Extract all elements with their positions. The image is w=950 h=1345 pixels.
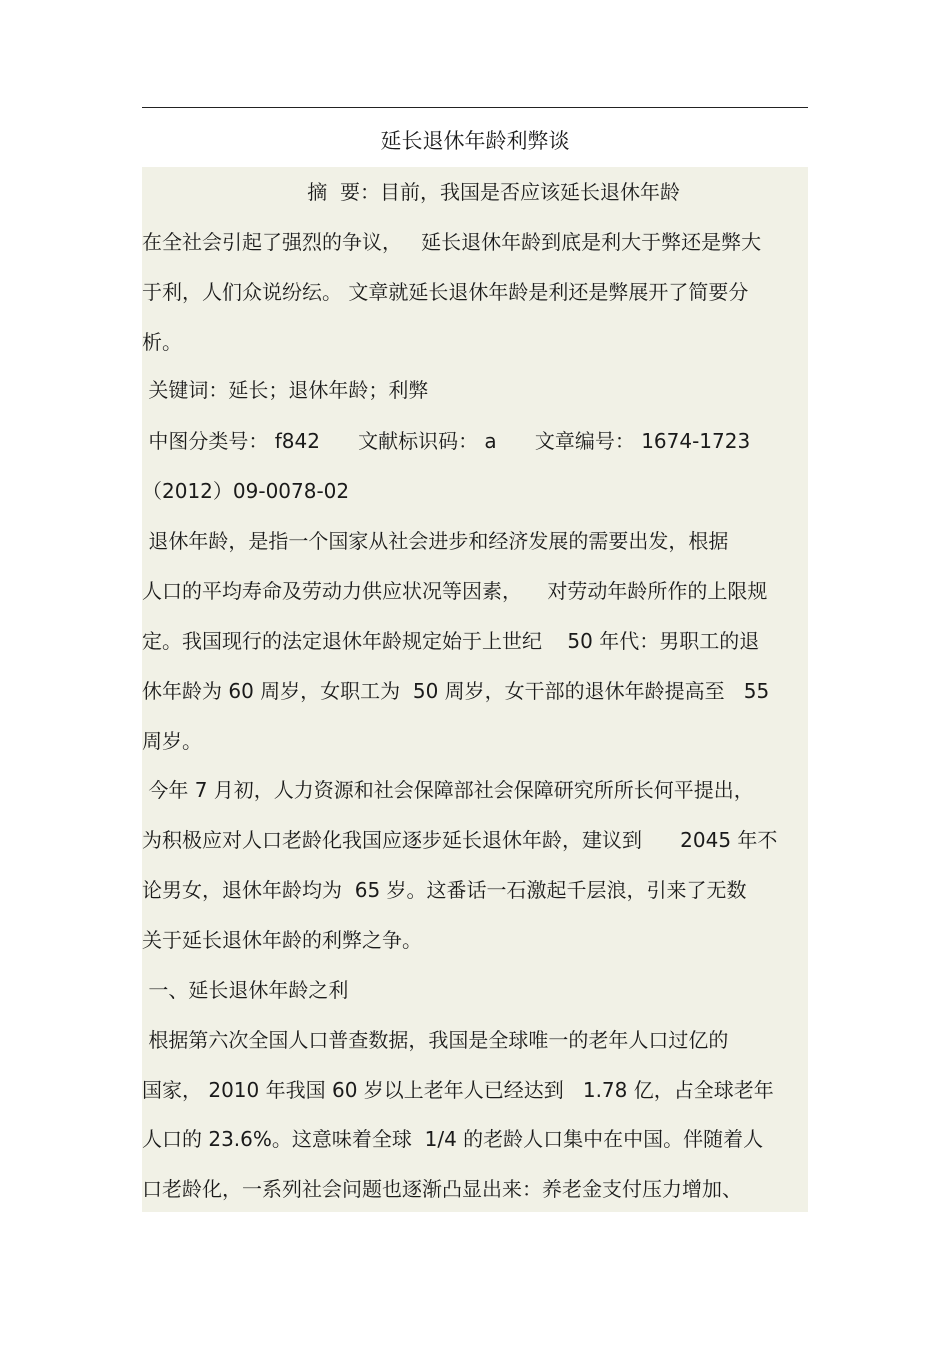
paragraph-line: 关于延长退休年龄的利弊之争。: [142, 928, 422, 952]
paragraph-line: 今年 7 月初，人力资源和社会保障部社会保障研究所所长何平提出，: [142, 778, 754, 802]
paragraph-line: 周岁。: [142, 729, 202, 753]
paragraph-line: 定。我国现行的法定退休年龄规定始于上世纪 50 年代：男职工的退: [142, 629, 760, 653]
header-rule: [142, 107, 808, 108]
classification-line-cont: （2012）09-0078-02: [142, 479, 350, 503]
paragraph-line: 人口的平均寿命及劳动力供应状况等因素， 对劳动年龄所作的上限规: [142, 579, 768, 603]
keywords-line: 关键词：延长；退休年龄；利弊: [142, 378, 429, 402]
abstract-line-4: 析。: [142, 330, 182, 354]
paragraph-line: 休年龄为 60 周岁，女职工为 50 周岁，女干部的退休年龄提高至 55: [142, 679, 770, 703]
paragraph-line: 人口的 23.6%。这意味着全球 1/4 的老龄人口集中在中国。伴随着人: [142, 1127, 764, 1151]
paragraph-line: 口老龄化，一系列社会问题也逐渐凸显出来：养老金支付压力增加、: [142, 1177, 742, 1201]
paragraph-line: 论男女，退休年龄均为 65 岁。这番话一石激起千层浪，引来了无数: [142, 878, 747, 902]
paragraph-line: 根据第六次全国人口普查数据，我国是全球唯一的老年人口过亿的: [142, 1028, 729, 1052]
classification-line: 中图分类号： f842 文献标识码： a 文章编号： 1674-1723: [142, 429, 751, 453]
abstract-line-3: 于利，人们众说纷纭。 文章就延长退休年龄是利还是弊展开了简要分: [142, 280, 749, 304]
paragraph-line: 为积极应对人口老龄化我国应逐步延长退休年龄，建议到 2045 年不: [142, 828, 778, 852]
abstract-line-2: 在全社会引起了强烈的争议， 延长退休年龄到底是利大于弊还是弊大: [142, 230, 762, 254]
document-title: 延长退休年龄利弊谈: [380, 129, 570, 153]
abstract-line-1: 摘 要：目前，我国是否应该延长退休年龄: [142, 180, 681, 204]
paragraph-line: 国家， 2010 年我国 60 岁以上老年人已经达到 1.78 亿，占全球老年: [142, 1078, 774, 1102]
document-body: [142, 167, 808, 1212]
paragraph-line: 退休年龄，是指一个国家从社会进步和经济发展的需要出发，根据: [142, 529, 729, 553]
section-heading: 一、延长退休年龄之利: [142, 978, 349, 1002]
